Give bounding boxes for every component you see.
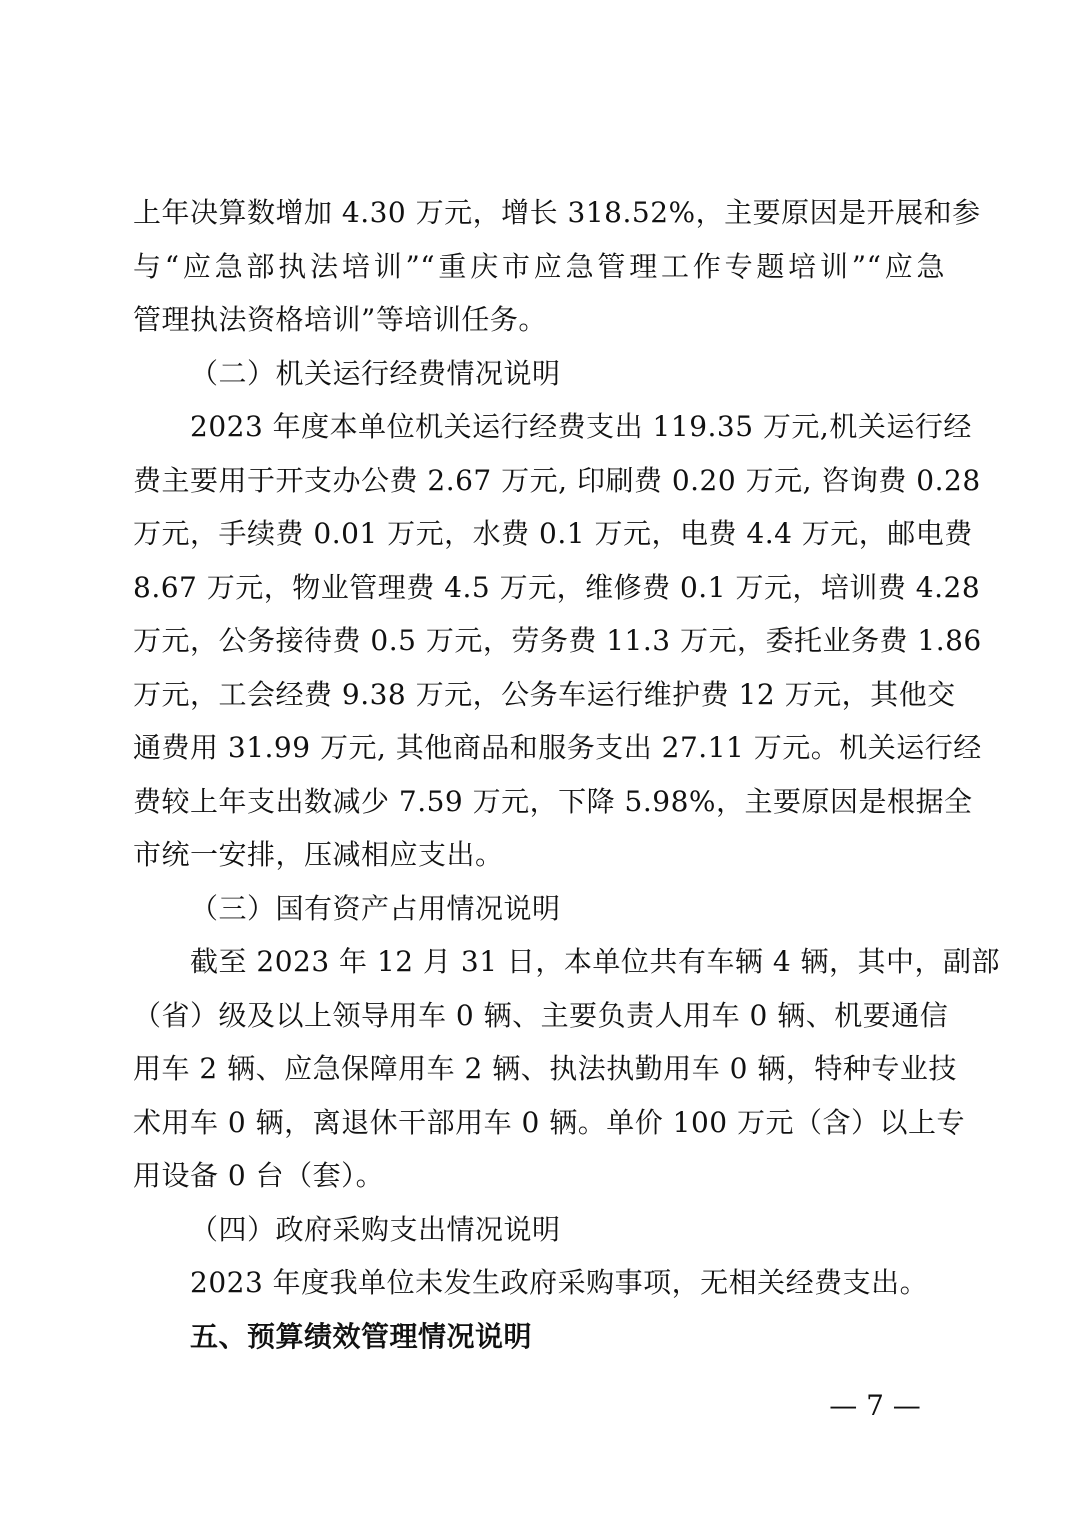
- page-number: — 7 —: [829, 1389, 921, 1422]
- paragraph-line: 截至 2023 年 12 月 31 日，本单位共有车辆 4 辆，其中，副部: [190, 945, 1001, 978]
- paragraph-line: （省）级及以上领导用车 0 辆、主要负责人用车 0 辆、机要通信: [133, 998, 949, 1032]
- paragraph-line: 管理执法资格培训”等培训任务。: [133, 303, 547, 336]
- paragraph-line: 上年决算数增加 4.30 万元，增长 318.52%，主要原因是开展和参: [133, 196, 981, 229]
- paragraph-line: 用设备 0 台（套）。: [133, 1159, 385, 1192]
- paragraph-line: 费主要用于开支办公费 2.67 万元, 印刷费 0.20 万元, 咨询费 0.28: [133, 463, 981, 497]
- section-heading-4: （四）政府采购支出情况说明: [190, 1212, 561, 1246]
- paragraph-line: 8.67 万元，物业管理费 4.5 万元，维修费 0.1 万元，培训费 4.28: [133, 570, 981, 604]
- paragraph-line: 2023 年度本单位机关运行经费支出 119.35 万元,机关运行经: [190, 410, 972, 443]
- paragraph-line: 与“应急部执法培训”“重庆市应急管理工作专题培训”“应急: [133, 249, 945, 283]
- section-heading-3: （三）国有资产占用情况说明: [190, 891, 561, 925]
- section-heading-2: （二）机关运行经费情况说明: [190, 356, 561, 390]
- paragraph-line: 用车 2 辆、应急保障用车 2 辆、执法执勤用车 0 辆，特种专业技: [133, 1052, 957, 1085]
- paragraph-line: 2023 年度我单位未发生政府采购事项，无相关经费支出。: [190, 1266, 929, 1299]
- paragraph-line: 费较上年支出数减少 7.59 万元，下降 5.98%，主要原因是根据全: [133, 784, 973, 818]
- document-body: [133, 186, 1001, 1363]
- paragraph-line: 万元，工会经费 9.38 万元，公务车运行维护费 12 万元，其他交: [133, 677, 956, 711]
- paragraph-line: 市统一安排，压减相应支出。: [133, 838, 504, 871]
- paragraph-line: 通费用 31.99 万元, 其他商品和服务支出 27.11 万元。机关运行经: [133, 731, 982, 764]
- paragraph-line: 万元，手续费 0.01 万元，水费 0.1 万元，电费 4.4 万元，邮电费: [133, 517, 973, 550]
- paragraph-line: 术用车 0 辆，离退休干部用车 0 辆。单价 100 万元（含）以上专: [133, 1105, 965, 1139]
- paragraph-line: 万元，公务接待费 0.5 万元，劳务费 11.3 万元，委托业务费 1.86: [133, 624, 982, 657]
- section-heading-5: 五、预算绩效管理情况说明: [190, 1319, 533, 1353]
